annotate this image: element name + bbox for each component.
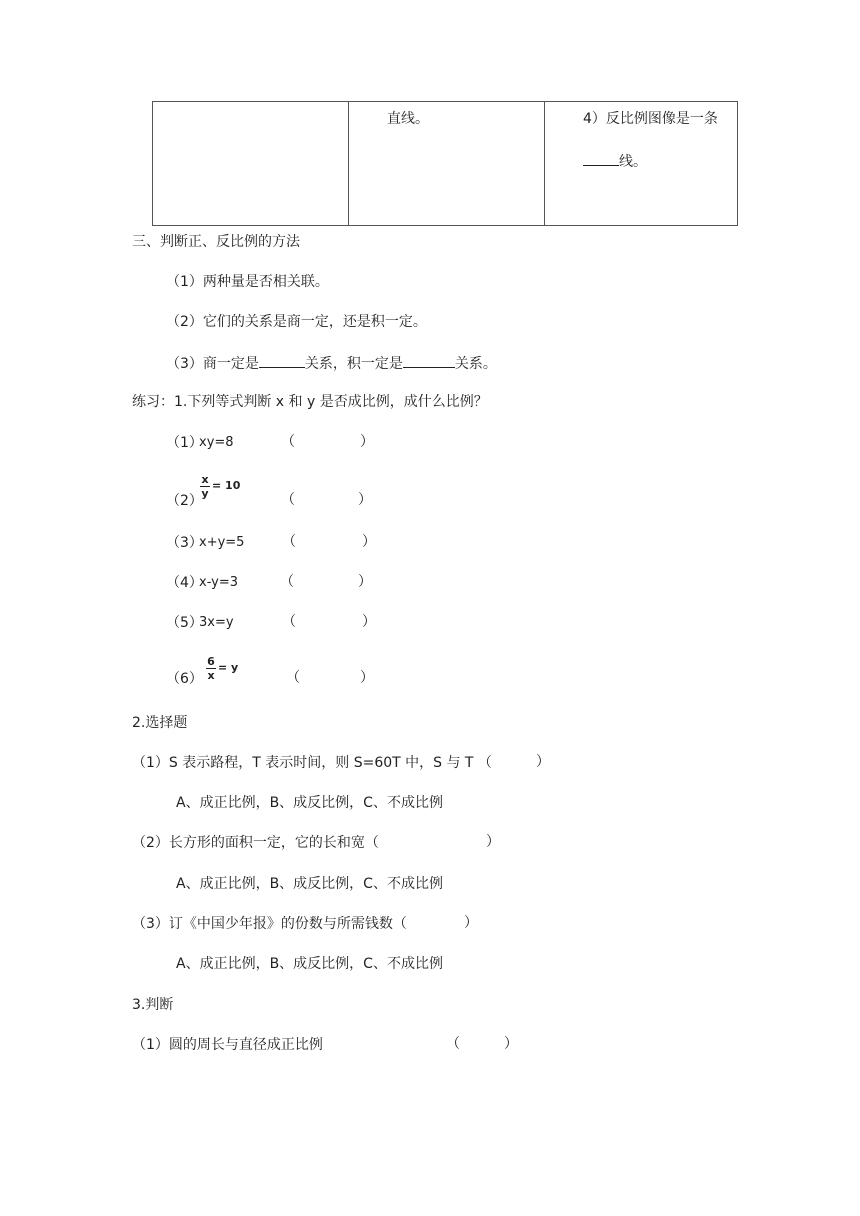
table-cell-3-line2 — [583, 153, 647, 169]
fraction-numerator: 6 — [207, 655, 215, 668]
answer-paren-close: ） — [358, 574, 372, 590]
answer-paren-close: ） — [536, 754, 550, 770]
answer-paren-close: ） — [464, 915, 478, 931]
fill-blank — [403, 355, 455, 368]
answer-paren-open: （ — [286, 670, 300, 686]
section3-item-3-mid: 关系，积一定是 — [304, 356, 403, 372]
practice1-heading: 练习：1.下列等式判断 x 和 y 是否成比例，成什么比例？ — [132, 394, 488, 410]
fraction-denominator: x — [207, 669, 215, 682]
fraction-rhs: = 10 — [212, 479, 241, 492]
table-cell-2 — [349, 102, 545, 226]
answer-paren-close: ） — [358, 492, 372, 508]
answer-paren-open: （ — [282, 534, 296, 550]
choice-question-3: （3）订《中国少年报》的份数与所需钱数（ — [132, 916, 407, 932]
section3-item-3 — [166, 355, 497, 371]
table-cell-3 — [545, 102, 738, 226]
fraction-equation — [206, 655, 239, 682]
answer-paren-close: ） — [360, 670, 374, 686]
practice3-heading: 3.判断 — [132, 997, 174, 1013]
choice-options: A、成正比例，B、成反比例，C、不成比例 — [176, 956, 443, 972]
question-label: （2） — [166, 493, 203, 509]
equation: x-y=3 — [199, 575, 239, 590]
question-label: （5） — [166, 615, 203, 631]
answer-paren-open: （ — [280, 574, 294, 590]
question-label: （4） — [166, 575, 203, 591]
section3-item-2: （2）它们的关系是商一定，还是积一定。 — [166, 314, 427, 330]
equation: x+y=5 — [199, 535, 245, 550]
fraction-numerator: x — [201, 473, 209, 486]
answer-paren-close: ） — [504, 1036, 518, 1052]
question-label: （3） — [166, 535, 203, 551]
answer-paren-open: （ — [282, 614, 296, 630]
equation: 3x=y — [199, 615, 234, 630]
judge-question-1: （1）圆的周长与直径成正比例 — [132, 1037, 323, 1053]
choice-options: A、成正比例，B、成反比例，C、不成比例 — [176, 876, 443, 892]
answer-paren-open: （ — [446, 1036, 460, 1052]
practice2-heading: 2.选择题 — [132, 715, 188, 731]
section3-item-3-suffix: 关系。 — [454, 356, 497, 372]
question-label: （6） — [166, 671, 203, 687]
answer-paren-close: ） — [486, 834, 500, 850]
answer-paren-close: ） — [362, 614, 376, 630]
choice-question-2: （2）长方形的面积一定，它的长和宽（ — [132, 835, 379, 851]
fraction-rhs: = y — [218, 661, 239, 674]
answer-paren-open: （ — [281, 492, 295, 508]
table-cell-3-line2-text: 线。 — [619, 154, 647, 170]
question-label: （1） — [166, 435, 203, 451]
answer-paren-close: ） — [360, 434, 374, 450]
section3-item-1: （1）两种量是否相关联。 — [166, 274, 329, 290]
answer-paren-open: （ — [281, 434, 295, 450]
equation: xy=8 — [199, 435, 234, 450]
table-cell-2-text: 直线。 — [387, 111, 429, 127]
section3-heading: 三、判断正、反比例的方法 — [132, 234, 300, 250]
table-cell-1 — [153, 102, 349, 226]
fraction-denominator: y — [201, 487, 209, 500]
choice-question-1: （1）S 表示路程，T 表示时间，则 S=60T 中，S 与 T （ — [132, 755, 492, 771]
answer-paren-close: ） — [362, 534, 376, 550]
fraction-equation — [200, 473, 241, 500]
choice-options: A、成正比例，B、成反比例，C、不成比例 — [176, 795, 443, 811]
table-cell-3-line1: 4）反比例图像是一条 — [583, 111, 718, 127]
fill-blank — [259, 355, 305, 368]
fill-blank — [583, 153, 619, 166]
section3-item-3-prefix: （3）商一定是 — [166, 356, 259, 372]
summary-table — [152, 101, 738, 226]
